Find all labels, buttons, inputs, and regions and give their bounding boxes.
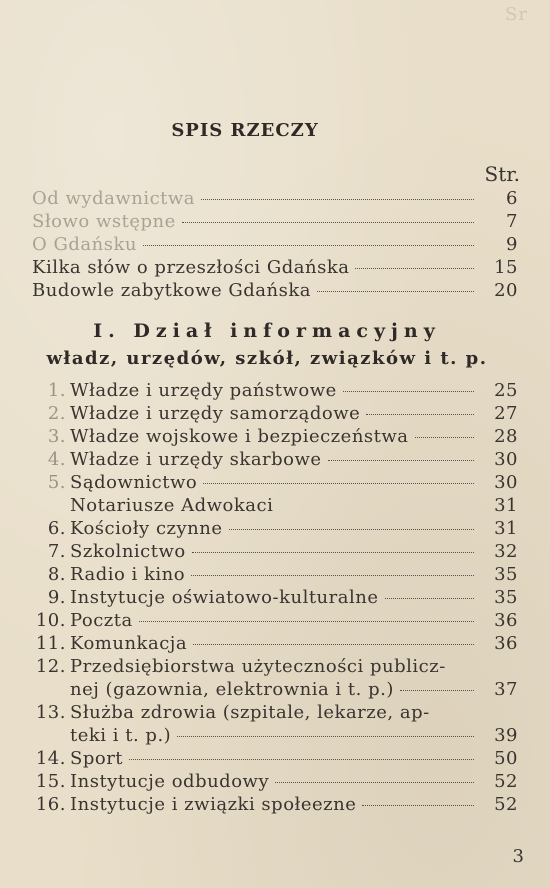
toc-entry-number: 4. — [47, 449, 66, 470]
toc-entry-label: Notariusze Adwokaci — [70, 495, 274, 516]
toc-entry — [32, 211, 518, 234]
dot-leader — [182, 221, 474, 223]
dot-leader — [229, 528, 474, 530]
toc-entry-page: 31 — [494, 495, 518, 516]
toc-entry-label: Przedsiębiorstwa użyteczności publicz- — [70, 656, 446, 677]
toc-entry-page: 28 — [494, 426, 518, 447]
toc-entry-label: Kilka słów o przeszłości Gdańska — [32, 257, 350, 278]
toc-entry-page: 20 — [494, 280, 518, 301]
toc-entry-number: 12. — [35, 656, 66, 677]
toc-entry-label: teki i t. p.) — [70, 725, 172, 746]
toc-entry-page: 36 — [494, 633, 518, 654]
toc-entry-number: 3. — [47, 426, 66, 447]
toc-entry-number: 14. — [35, 748, 66, 769]
toc-entry-label: Władze wojskowe i bezpieczeństwa — [70, 426, 409, 447]
dot-leader — [415, 436, 474, 438]
toc-entry-label: Kościoły czynne — [70, 518, 223, 539]
toc-entry — [32, 610, 518, 633]
toc-entry-label: Od wydawnictwa — [32, 188, 196, 209]
dot-leader — [362, 804, 474, 806]
toc-entry — [32, 633, 518, 656]
dot-leader — [203, 482, 474, 484]
toc-entry-page: 32 — [494, 541, 518, 562]
toc-entry — [32, 794, 518, 817]
toc-entry-label: Radio i kino — [70, 564, 186, 585]
toc-entry — [32, 587, 518, 610]
toc-entry-number: 8. — [47, 564, 66, 585]
toc-entry-label: nej (gazownia, elektrownia i t. p.) — [70, 679, 394, 700]
toc-entry-page: 30 — [494, 472, 518, 493]
dot-leader — [317, 290, 474, 292]
bleed-through-text: Sr — [505, 4, 528, 25]
toc-entry-label: Budowle zabytkowe Gdańska — [32, 280, 311, 301]
toc-entry — [32, 679, 518, 702]
toc-entry-number: 10. — [35, 610, 66, 631]
toc-entry-page: 52 — [494, 771, 518, 792]
toc-entry-label: Władze i urzędy samorządowe — [70, 403, 361, 424]
toc-entry-label: Władze i urzędy skarbowe — [70, 449, 322, 470]
dot-leader — [343, 390, 474, 392]
toc-entry — [32, 725, 518, 748]
toc-entry — [32, 426, 518, 449]
toc-entry — [32, 472, 518, 495]
toc-entry-page: 6 — [506, 188, 518, 209]
dot-leader — [193, 643, 474, 645]
toc-entry — [32, 380, 518, 403]
toc-entry-number: 13. — [35, 702, 66, 723]
toc-entry-number: 2. — [47, 403, 66, 424]
page-column-header: Str. — [484, 162, 520, 186]
toc-entry — [32, 234, 518, 257]
toc-entry — [32, 564, 518, 587]
toc-entry-label: Sądownictwo — [70, 472, 198, 493]
toc-entry-label: Szkolnictwo — [70, 541, 186, 562]
toc-entry-page: 31 — [494, 518, 518, 539]
toc-entry-page: 50 — [494, 748, 518, 769]
dot-leader — [129, 758, 474, 760]
dot-leader — [328, 459, 474, 461]
toc-entry-page: 35 — [494, 564, 518, 585]
dot-leader — [201, 198, 474, 200]
toc-entry-label: Komunkacja — [70, 633, 188, 654]
toc-entry-page: 39 — [494, 725, 518, 746]
toc-entry — [32, 702, 518, 725]
toc-entry — [32, 280, 518, 303]
page-number: 3 — [512, 846, 524, 867]
toc-entry — [32, 771, 518, 794]
toc-entry-label: Słowo wstępne — [32, 211, 176, 232]
dot-leader — [191, 574, 474, 576]
toc-entry-page: 30 — [494, 449, 518, 470]
toc-entry — [32, 541, 518, 564]
toc-entry — [32, 495, 518, 518]
dot-leader — [139, 620, 474, 622]
section-subheading: władz, urzędów, szkół, związków i t. p. — [46, 348, 488, 369]
dot-leader — [400, 689, 474, 691]
toc-entry — [32, 449, 518, 472]
toc-entry — [32, 257, 518, 280]
toc-entry-page: 36 — [494, 610, 518, 631]
toc-entry-page: 52 — [494, 794, 518, 815]
dot-leader — [355, 267, 474, 269]
toc-entry — [32, 656, 518, 679]
toc-entry-page: 37 — [494, 679, 518, 700]
toc-entry-label: O Gdańsku — [32, 234, 137, 255]
toc-entry-label: Instytucje i związki społeezne — [70, 794, 357, 815]
toc-entry-number: 15. — [35, 771, 66, 792]
toc-entry — [32, 518, 518, 541]
dot-leader — [366, 413, 474, 415]
dot-leader — [143, 244, 474, 246]
dot-leader — [192, 551, 474, 553]
toc-entry-page: 27 — [494, 403, 518, 424]
toc-entry-number: 7. — [47, 541, 66, 562]
dot-leader — [436, 713, 474, 714]
dot-leader — [385, 597, 475, 599]
toc-entry — [32, 748, 518, 771]
page-title: SPIS RZECZY — [171, 120, 319, 141]
toc-entry-number: 1. — [47, 380, 66, 401]
toc-entry-page: 15 — [494, 257, 518, 278]
toc-entry-page: 35 — [494, 587, 518, 608]
toc-entry-label: Sport — [70, 748, 124, 769]
dot-leader — [452, 667, 474, 668]
dot-leader — [177, 735, 474, 737]
toc-entry-number: 16. — [35, 794, 66, 815]
toc-entry-page: 9 — [506, 234, 518, 255]
toc-entry-label: Służba zdrowia (szpitale, lekarze, ap- — [70, 702, 430, 723]
toc-entry-page: 7 — [506, 211, 518, 232]
toc-entry-label: Władze i urzędy państwowe — [70, 380, 337, 401]
toc-entry-number: 11. — [35, 633, 66, 654]
toc-entry-label: Instytucje odbudowy — [70, 771, 270, 792]
toc-entry-label: Poczta — [70, 610, 133, 631]
toc-entry-number: 6. — [47, 518, 66, 539]
toc-entry — [32, 403, 518, 426]
toc-entry-page: 25 — [494, 380, 518, 401]
section-heading: I. Dział informacyjny — [93, 320, 441, 342]
toc-entry — [32, 188, 518, 211]
dot-leader — [275, 781, 474, 783]
toc-entry-number: 5. — [47, 472, 66, 493]
toc-entry-number: 9. — [47, 587, 66, 608]
toc-entry-label: Instytucje oświatowo-kulturalne — [70, 587, 379, 608]
dot-leader — [279, 506, 474, 507]
